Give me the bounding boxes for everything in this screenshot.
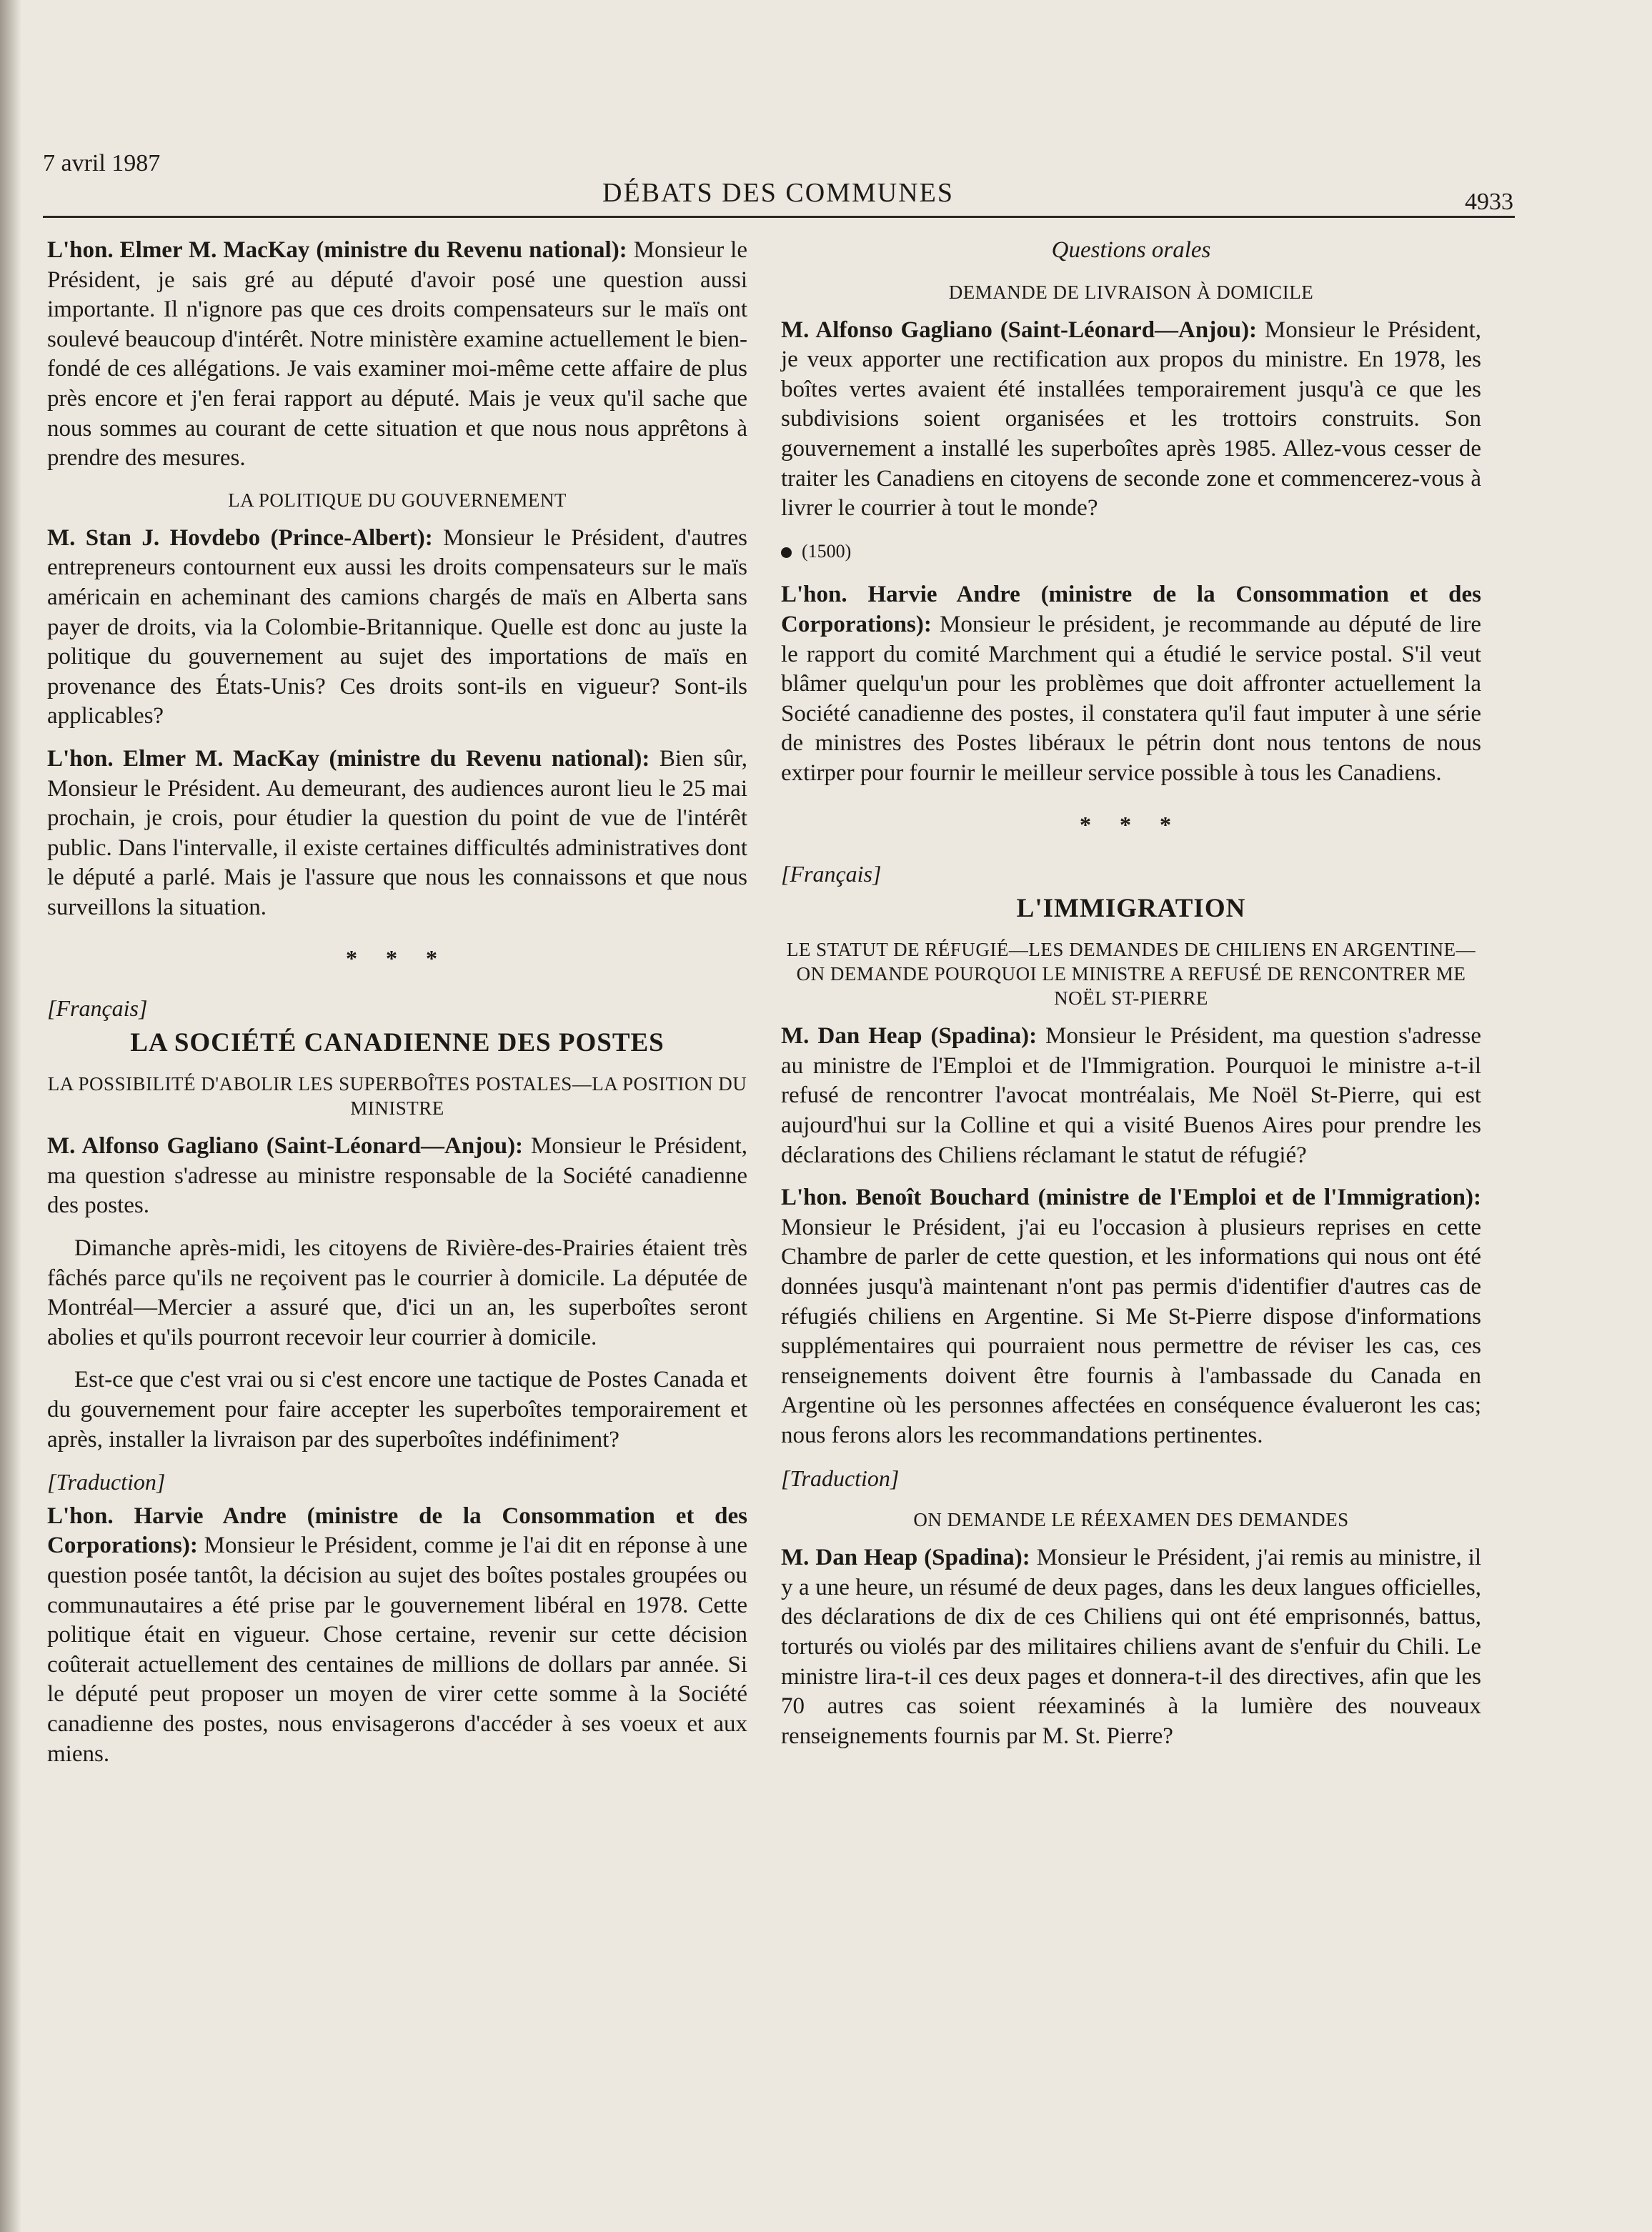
speech-text: Monsieur le Président, comme je l'ai dit en réponse à une question posée tantôt, la décision au sujet des boîtes postales groupées ou communautaires a été prise par le gouvernement libéral en 1978. Cette politique était en vigueur. Chose certaine, revenir sur cette décision coûterait actuellement des centaines de millions de dollars par année. Si le député peut proposer un moyen de virer cette somme à la Société canadienne des postes, nous envisagerons d'accéder à ses voeux et aux miens.: [47, 1533, 748, 1767]
speech-text: Monsieur le Président, je sais gré au député d'avoir posé une question aussi importante. Il n'ignore pas que ces droits compensateurs sur le maïs ont soulevé beaucoup d'intérêt. Notre ministère examine actuellement le bien-fondé de ces allégations. Je vais examiner moi-même cette affaire de plus près encore et j'en ferai rapport au député. Mais je veux qu'il sache que nous sommes au courant de cette situation et que nous nous apprêtons à prendre des mesures.: [47, 237, 748, 472]
speaker-name: L'hon. Harvie Andre (ministre de la Consommation et des Corporations):: [781, 582, 1481, 637]
section-heading: LA SOCIÉTÉ CANADIENNE DES POSTES: [130, 1027, 665, 1057]
header-rule: [43, 216, 1515, 218]
left-column: [47, 236, 747, 1782]
speech-paragraph: [47, 236, 747, 474]
section-title: Questions orales: [1051, 237, 1211, 263]
header-date: 7 avril 1987: [43, 150, 161, 176]
speaker-name: M. Alfonso Gagliano (Saint-Léonard—Anjou):: [47, 1133, 524, 1160]
page-number: 4933: [1465, 189, 1513, 215]
speech-text: Monsieur le Président, d'autres entrepreneurs contournent eux aussi les droits compensateurs sur le maïs américain en acheminant des camions chargés de maïs en Alberta sans payer de droits, via la Colombie-Britannique. Quelle est donc au juste la politique du gouvernement au sujet des importations de maïs en provenance des États-Unis? Ces droits sont-ils en vigueur? Sont-ils applicables?: [47, 524, 748, 729]
speech-paragraph: [781, 1183, 1481, 1450]
time-marker: [781, 537, 1481, 567]
subsection-heading: DEMANDE DE LIVRAISON À DOMICILE: [948, 281, 1314, 303]
speech-text: Monsieur le Président, ma question s'adresse au ministre responsable de la Société canadienne des postes.: [47, 1133, 748, 1219]
time-label: (1500): [802, 540, 852, 562]
speech-paragraph: [781, 580, 1481, 788]
language-marker: [Traduction]: [47, 1469, 166, 1495]
binding-shadow: [0, 0, 21, 2232]
speech-text: Monsieur le président, je recommande au député de lire le rapport du comité Marchment qui a étudié le service postal. S'il veut blâmer quelqu'un pour les problèmes que doit affronter actuellement la Société canadienne des postes, il constatera qu'il faut imputer à une série de ministres des Postes libéraux le pétrin dont nous tentons de nous extirper pour fournir le meilleur service possible à tous les Canadiens.: [781, 611, 1481, 786]
subsection-heading: LA POSSIBILITÉ D'ABOLIR LES SUPERBOÎTES POSTALES—LA POSITION DU MINISTRE: [47, 1073, 747, 1120]
speaker-name: M. Dan Heap (Spadina):: [781, 1023, 1038, 1050]
subsection-heading: ON DEMANDE LE RÉEXAMEN DES DEMANDES: [913, 1509, 1349, 1531]
speech-paragraph: [47, 1502, 747, 1769]
section-heading: L'IMMIGRATION: [1016, 893, 1246, 923]
speech-paragraph: [781, 316, 1481, 524]
speaker-name: L'hon. Elmer M. MacKay (ministre du Revenu national):: [47, 237, 627, 263]
section-separator: * * *: [1080, 811, 1183, 837]
speaker-name: L'hon. Harvie Andre (ministre de la Consommation et des Corporations):: [47, 1503, 747, 1559]
language-marker: [Français]: [47, 995, 148, 1022]
speech-paragraph: Dimanche après-midi, les citoyens de Rivière-des-Prairies étaient très fâchés parce qu'ils ne reçoivent pas le courrier à domicile. La députée de Montréal—Mercier a assuré que, d'ici un an, les superboîtes seront abolies et qu'ils pourront recevoir leur courrier à domicile.: [47, 1235, 747, 1350]
speaker-name: M. Stan J. Hovdebo (Prince-Albert):: [47, 524, 433, 551]
speech-text: Monsieur le Président, j'ai remis au ministre, il y a une heure, un résumé de deux pages, dans les deux langues officielles, des déclarations de dix de ces Chiliens qui ont été emprisonnés, battus, torturés ou violés par des militaires chiliens avant de s'enfuir du Chili. Le ministre lira-t-il ces deux pages et donnera-t-il des directives, afin que les 70 autres cas soient réexaminés à la lumière des nouveaux renseignements fournis par M. St. Pierre?: [781, 1545, 1481, 1749]
speaker-name: L'hon. Benoît Bouchard (ministre de l'Emploi et de l'Immigration):: [781, 1185, 1481, 1211]
speaker-name: L'hon. Elmer M. MacKay (ministre du Revenu national):: [47, 745, 650, 772]
speech-paragraph: [47, 524, 747, 732]
speech-paragraph: [781, 1022, 1481, 1170]
speaker-name: M. Dan Heap (Spadina):: [781, 1545, 1030, 1571]
speech-paragraph: [47, 1132, 747, 1221]
section-separator: * * *: [346, 945, 449, 972]
right-column: [781, 236, 1481, 1764]
speech-text: Bien sûr, Monsieur le Président. Au demeurant, des audiences auront lieu le 25 mai prochain, je crois, pour étudier la question du point de vue de l'intérêt public. Dans l'intervalle, il existe certaines difficultés administratives dont le député a parlé. Mais je l'assure que nous les connaissons et que nous surveillons la situation.: [47, 745, 748, 920]
speech-text: Monsieur le Président, je veux apporter une rectification aux propos du ministre. En 1978, les boîtes vertes avaient été installées temporairement jusqu'à ce que les subdivisions soient organisées et les trottoirs construits. Son gouvernement a installé les superboîtes après 1985. Allez-vous cesser de traiter les Canadiens en citoyens de seconde zone et commencerez-vous à livrer le courrier à tout le monde?: [781, 317, 1482, 522]
language-marker: [Français]: [781, 861, 882, 887]
speaker-name: M. Alfonso Gagliano (Saint-Léonard—Anjou):: [781, 317, 1258, 343]
speech-paragraph: Est-ce que c'est vrai ou si c'est encore une tactique de Postes Canada et du gouvernement pour faire accepter les superboîtes temporairement et après, installer la livraison par des superboîtes indéfiniment?: [47, 1367, 747, 1453]
header-title: DÉBATS DES COMMUNES: [602, 178, 954, 208]
speech-paragraph: [47, 744, 747, 923]
speech-text: Monsieur le Président, j'ai eu l'occasion à plusieurs reprises en cette Chambre de parler de cette question, et les informations qui nous ont été données jusqu'à maintenant n'ont pas permis d'identifier d'autres cas de réfugiés chiliens en Argentine. Si Me St-Pierre dispose d'informations supplémentaires qui pourraient nous permettre de réviser les cas, ces renseignements doivent être fournis à l'ambassade du Canada en Argentine où les personnes affectées en conséquence évalueront les cas; nous ferons alors les recommandations pertinentes.: [781, 1214, 1481, 1448]
subsection-heading: LA POLITIQUE DU GOUVERNEMENT: [228, 489, 567, 511]
running-head: [43, 149, 1513, 220]
subsection-heading: LE STATUT DE RÉFUGIÉ—LES DEMANDES DE CHILIENS EN ARGENTINE—ON DEMANDE POURQUOI LE MINISTRE A REFUSÉ DE RENCONTRER ME NOËL ST-PIERRE: [786, 939, 1476, 1010]
speech-text: Monsieur le Président, ma question s'adresse au ministre de l'Emploi et de l'Immigration. Pourquoi le ministre a-t-il refusé de rencontrer l'avocat montréalais, Me Noël St-Pierre, qui est aujourd'hui sur la Colline et qui a visité Buenos Aires pour prendre les déclarations des Chiliens réclamant le statut de réfugié?: [781, 1023, 1481, 1168]
bullet-icon: [781, 547, 792, 558]
language-marker: [Traduction]: [781, 1465, 900, 1491]
speech-paragraph: [781, 1543, 1481, 1751]
